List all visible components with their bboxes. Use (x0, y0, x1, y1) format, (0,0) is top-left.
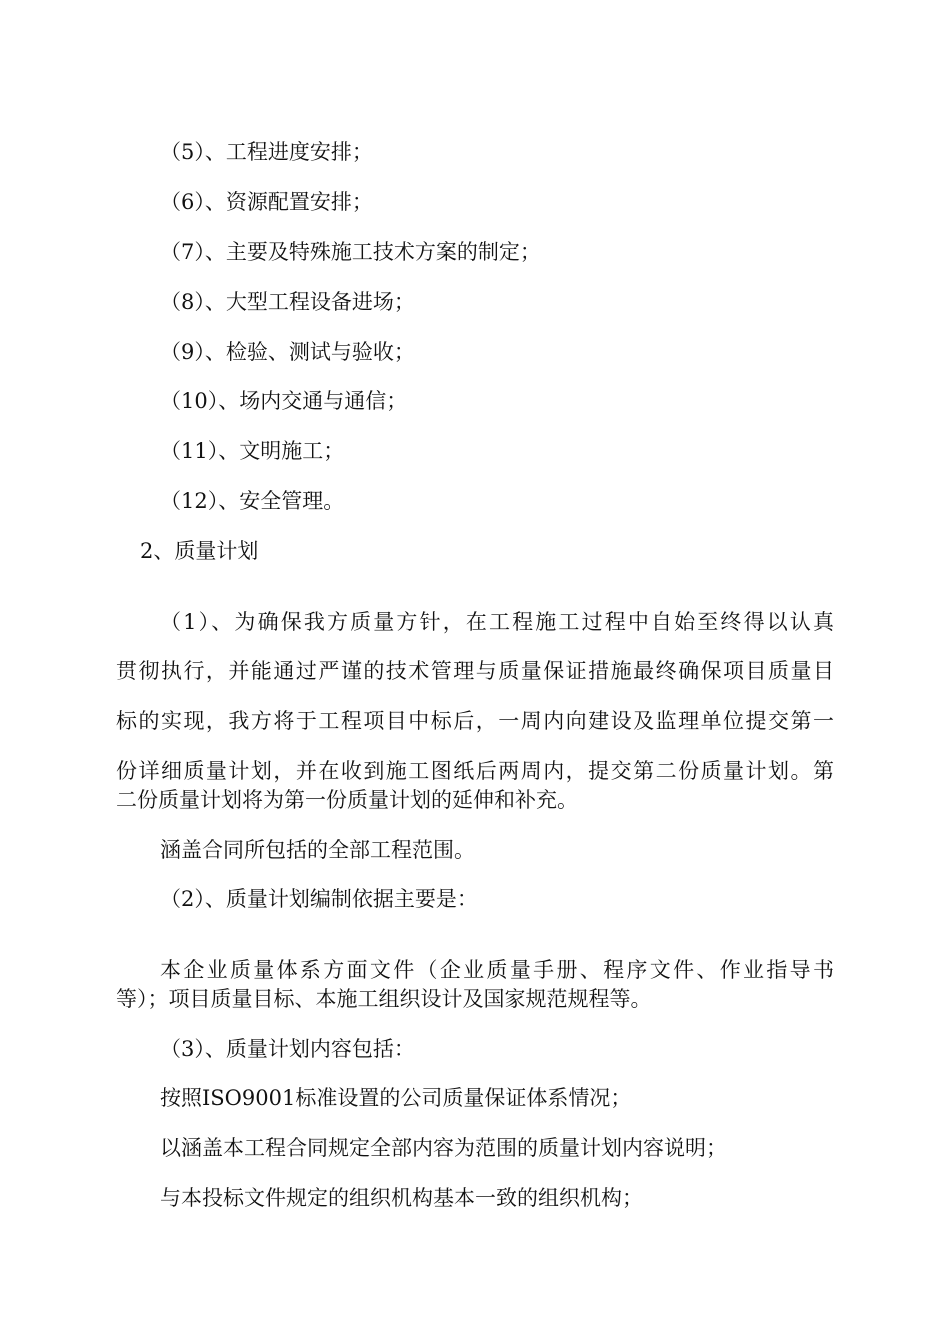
list-item-8: （8）、大型工程设备进场； (160, 290, 415, 314)
list-item-10: （10）、场内交通与通信； (160, 389, 408, 413)
paragraph-line: 本企业质量体系方面文件（企业质量手册、程序文件、作业指导书 (160, 958, 834, 982)
list-item-9: （9）、检验、测试与验收； (160, 340, 415, 364)
paragraph: 与本投标文件规定的组织机构基本一致的组织机构； (160, 1186, 643, 1210)
paragraph: （2）、质量计划编制依据主要是： (160, 887, 478, 911)
list-item-12: （12）、安全管理。 (160, 489, 345, 513)
paragraph-line: 标的实现，我方将于工程项目中标后，一周内向建设及监理单位提交第一 (116, 709, 834, 733)
paragraph: 涵盖合同所包括的全部工程范围。 (160, 838, 475, 862)
list-item-5: （5）、工程进度安排； (160, 140, 373, 164)
section-title: 2、质量计划 (140, 539, 259, 563)
paragraph-line: （1）、为确保我方质量方针，在工程施工过程中自始至终得以认真 (160, 610, 834, 634)
paragraph: （3）、质量计划内容包括： (160, 1037, 415, 1061)
list-item-6: （6）、资源配置安排； (160, 190, 373, 214)
paragraph-line: 份详细质量计划，并在收到施工图纸后两周内，提交第二份质量计划。第 (116, 759, 834, 783)
list-item-7: （7）、主要及特殊施工技术方案的制定； (160, 240, 541, 264)
paragraph: 以涵盖本工程合同规定全部内容为范围的质量计划内容说明； (160, 1136, 727, 1160)
paragraph-line: 贯彻执行，并能通过严谨的技术管理与质量保证措施最终确保项目质量目 (116, 659, 834, 683)
list-item-11: （11）、文明施工； (160, 439, 345, 463)
paragraph: 按照ISO9001标准设置的公司质量保证体系情况； (160, 1086, 632, 1110)
paragraph-line: 等）；项目质量目标、本施工组织设计及国家规范规程等。 (116, 987, 652, 1011)
paragraph-line: 二份质量计划将为第一份质量计划的延伸和补充。 (116, 788, 578, 812)
